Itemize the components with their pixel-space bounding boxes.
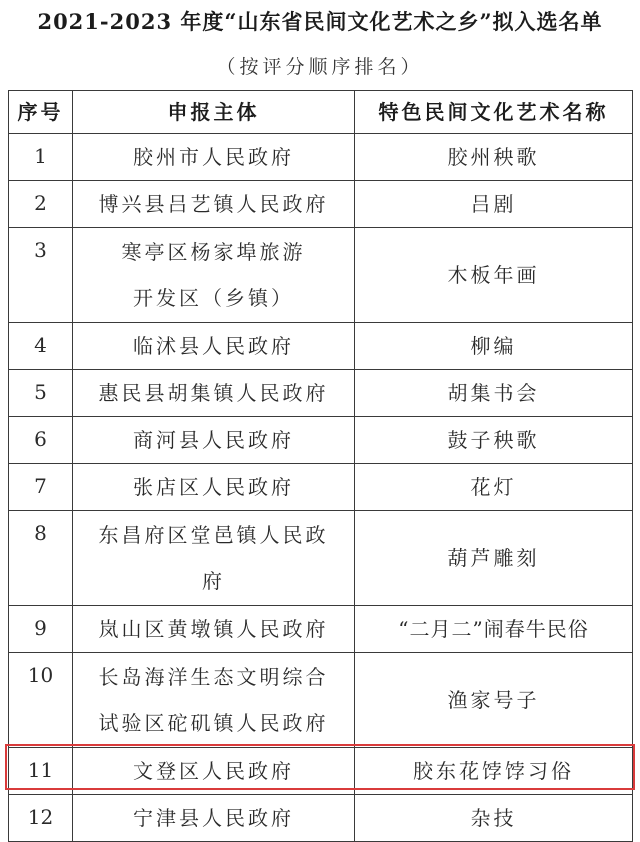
row-number: 6 <box>9 417 73 464</box>
row-entity: 岚山区黄墩镇人民政府 <box>73 606 355 653</box>
row-number: 8 <box>9 511 73 606</box>
row-art-name: 胶州秧歌 <box>355 134 633 181</box>
row-entity: 惠民县胡集镇人民政府 <box>73 370 355 417</box>
row-entity: 临沭县人民政府 <box>73 323 355 370</box>
row-number: 7 <box>9 464 73 511</box>
row-entity: 张店区人民政府 <box>73 464 355 511</box>
row-art-name: 柳编 <box>355 323 633 370</box>
table-row <box>9 511 633 606</box>
row-entity-line: 长岛海洋生态文明综合 <box>98 665 329 689</box>
row-art-name: 葫芦雕刻 <box>355 511 633 606</box>
table-row <box>9 323 633 370</box>
row-number: 1 <box>9 134 73 181</box>
row-entity-line: 府 <box>202 569 225 593</box>
row-entity: 宁津县人民政府 <box>73 795 355 842</box>
row-number: 2 <box>9 181 73 228</box>
document-subtitle: （按评分顺序排名） <box>216 56 424 78</box>
row-number: 11 <box>9 748 73 795</box>
header-number: 序号 <box>9 91 73 134</box>
row-art-name: 鼓子秧歌 <box>355 417 633 464</box>
row-entity <box>73 511 355 606</box>
row-entity <box>73 228 355 323</box>
table-row <box>9 228 633 323</box>
row-number: 4 <box>9 323 73 370</box>
table-row <box>9 370 633 417</box>
candidate-table <box>8 90 633 842</box>
row-number: 12 <box>9 795 73 842</box>
row-art-name: 花灯 <box>355 464 633 511</box>
row-art-name: 杂技 <box>355 795 633 842</box>
row-art-name: 吕剧 <box>355 181 633 228</box>
row-number: 5 <box>9 370 73 417</box>
row-entity: 文登区人民政府 <box>73 748 355 795</box>
row-art-name: 木板年画 <box>355 228 633 323</box>
table-row <box>9 417 633 464</box>
row-entity <box>73 653 355 748</box>
row-art-name: “二月二”闹春牛民俗 <box>355 606 633 653</box>
table-row <box>9 181 633 228</box>
row-entity-line: 开发区（乡镇） <box>133 286 294 310</box>
table-row <box>9 134 633 181</box>
table-row <box>9 464 633 511</box>
table-row <box>9 653 633 748</box>
row-entity-line: 东昌府区堂邑镇人民政 <box>98 523 329 547</box>
row-art-name: 胶东花饽饽习俗 <box>355 748 633 795</box>
row-art-name: 胡集书会 <box>355 370 633 417</box>
table-row <box>9 606 633 653</box>
row-entity: 博兴县吕艺镇人民政府 <box>73 181 355 228</box>
row-entity-line: 寒亭区杨家埠旅游 <box>121 240 306 264</box>
document-title: 2021-2023 年度“山东省民间文化艺术之乡”拟入选名单 <box>37 9 603 34</box>
header-entity: 申报主体 <box>73 91 355 134</box>
row-art-name: 渔家号子 <box>355 653 633 748</box>
row-number: 10 <box>9 653 73 748</box>
table-header-row <box>9 91 633 134</box>
row-entity: 商河县人民政府 <box>73 417 355 464</box>
table-row <box>9 795 633 842</box>
table-row-highlighted <box>9 748 633 795</box>
header-art-name: 特色民间文化艺术名称 <box>355 91 633 134</box>
row-number: 3 <box>9 228 73 323</box>
row-entity: 胶州市人民政府 <box>73 134 355 181</box>
row-entity-line: 试验区砣矶镇人民政府 <box>98 711 329 735</box>
row-number: 9 <box>9 606 73 653</box>
